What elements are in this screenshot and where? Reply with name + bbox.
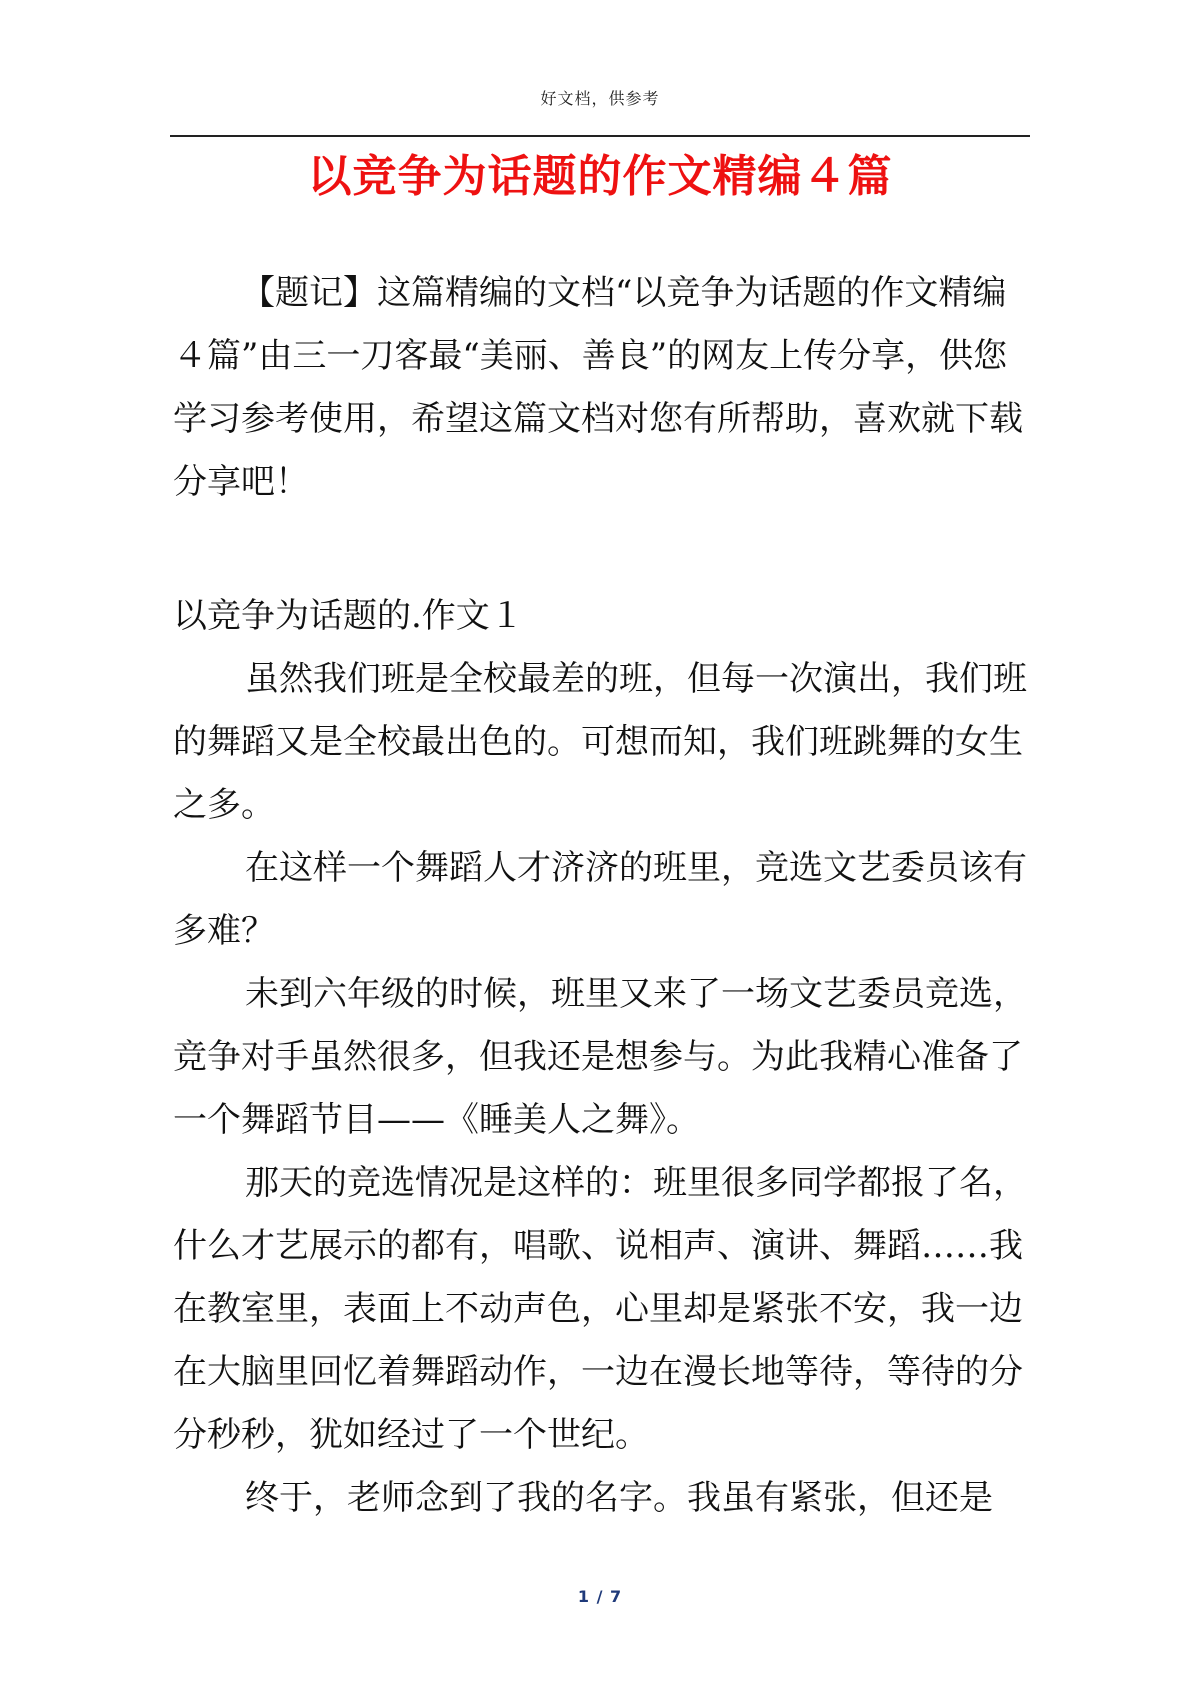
intro-paragraph: 【题记】这篇精编的文档“以竞争为话题的作文精编４篇”由三一刀客最“美丽、善良”的网友上传分享，供您学习参考使用，希望这篇文档对您有所帮助，喜欢就下载分享吧！ bbox=[173, 273, 1023, 502]
body-paragraph: 虽然我们班是全校最差的班，但每一次演出，我们班的舞蹈又是全校最出色的。可想而知，我们班跳舞的女生之多。 bbox=[173, 659, 1027, 825]
body-paragraph: 那天的竞选情况是这样的：班里很多同学都报了名，什么才艺展示的都有，唱歌、说相声、演讲、舞蹈……我在教室里，表面上不动声色，心里却是紧张不安，我一边在大脑里回忆着舞蹈动作，一边在漫长地等待，等待的分分秒秒，犹如经过了一个世纪。 bbox=[173, 1163, 1027, 1455]
header-divider bbox=[170, 135, 1030, 137]
essay-body bbox=[173, 648, 1035, 1530]
page-header: 好文档，供参考 bbox=[540, 89, 660, 108]
page-number: 1 / 7 bbox=[577, 1587, 623, 1606]
body-paragraph: 在这样一个舞蹈人才济济的班里，竞选文艺委员该有多难？ bbox=[173, 848, 1027, 951]
section-heading: 以竞争为话题的.作文１ bbox=[173, 596, 524, 636]
document-title: 以竞争为话题的作文精编４篇 bbox=[307, 151, 893, 202]
body-paragraph: 未到六年级的时候，班里又来了一场文艺委员竞选，竞争对手虽然很多，但我还是想参与。为此我精心准备了一个舞蹈节目——《睡美人之舞》。 bbox=[173, 974, 1027, 1140]
body-paragraph: 终于，老师念到了我的名字。我虽有紧张，但还是 bbox=[245, 1478, 993, 1518]
